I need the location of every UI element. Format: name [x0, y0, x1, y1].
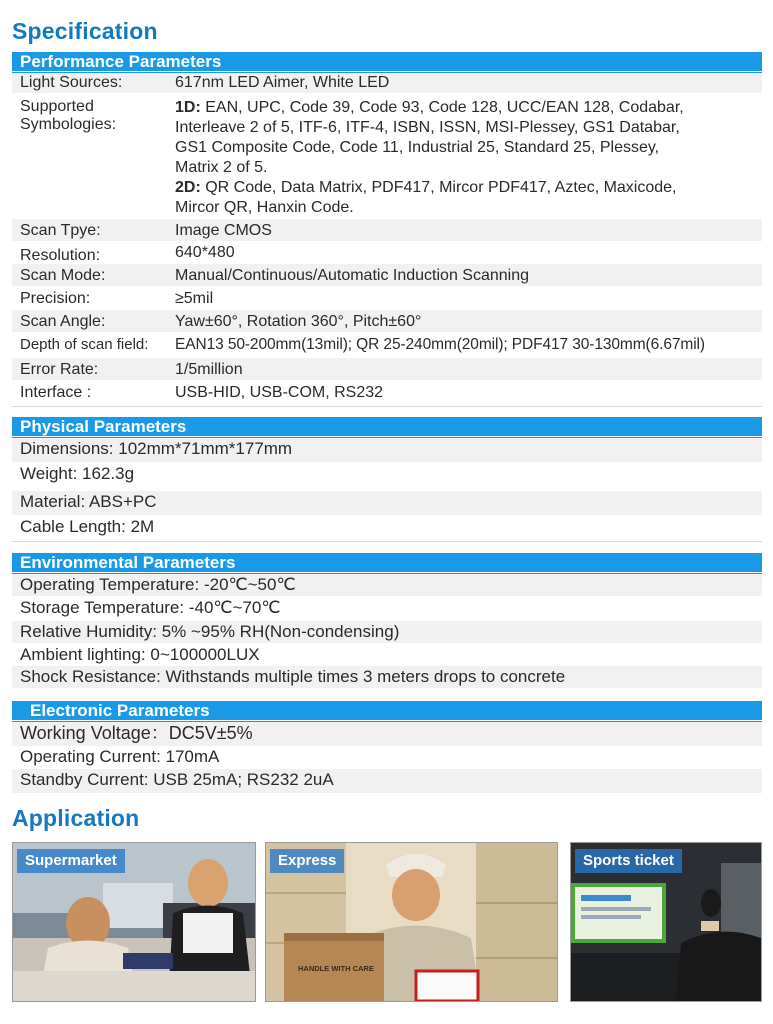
- supermarket-label: Supermarket: [17, 849, 125, 873]
- spec-row-light-sources: [12, 73, 762, 93]
- material-text: Material: ABS+PC: [20, 492, 157, 511]
- spec-row-resolution: [12, 243, 762, 263]
- symb-2d-prefix: 2D:: [175, 179, 201, 196]
- depth-label: Depth of scan field:: [20, 336, 149, 353]
- scan-mode-value: Manual/Continuous/Automatic Induction Scanning: [175, 267, 529, 284]
- electronic-section-header: [12, 701, 762, 720]
- physical-row-dimensions: [12, 438, 762, 462]
- scan-angle-label: Scan Angle:: [20, 313, 106, 330]
- physical-section-header: [12, 417, 762, 436]
- storage-temperature-text: Storage Temperature: -40℃~70℃: [20, 598, 281, 617]
- elec-row-voltage: [12, 722, 762, 746]
- elec-row-operating-current: [12, 746, 762, 768]
- env-row-lighting: [12, 644, 762, 666]
- divider: [12, 541, 762, 542]
- symbologies-value: 1D: EAN, UPC, Code 39, Code 93, Code 128, UCC/EAN 128, Codabar, Interleave 2 of 5, ITF-6, ITF-4, ISBN, ISSN, MSI-Plessey, GS1 Databar, GS1 Composite Code, Code 11, Industrial 25, Standard 25, Plessey, Matrix 2 of 5. 2D: QR Code, Data Matrix, PDF417, Mircor PDF417, Aztec, Maxicode, Mircor QR, Hanxin Code.: [175, 99, 684, 216]
- spec-row-symbologies: [12, 96, 762, 216]
- scan-mode-label: Scan Mode:: [20, 267, 106, 284]
- scan-type-label: Scan Tpye:: [20, 222, 101, 239]
- sports-ticket-photo: [570, 842, 762, 1002]
- light-sources-label: Light Sources:: [20, 74, 123, 91]
- divider: [12, 406, 762, 407]
- spec-row-error-rate: [12, 358, 762, 380]
- humidity-text: Relative Humidity: 5% ~95% RH(Non-condensing): [20, 622, 400, 641]
- scan-angle-value: Yaw±60°, Rotation 360°, Pitch±60°: [175, 313, 422, 330]
- physical-section-title: Physical Parameters: [20, 417, 187, 436]
- working-voltage-text: Working Voltage：DC5V±5%: [20, 723, 253, 743]
- spec-row-interface: [12, 381, 762, 405]
- physical-row-material: [12, 491, 762, 515]
- light-sources-value: 617nm LED Aimer, White LED: [175, 74, 390, 91]
- physical-row-cable: [12, 516, 762, 540]
- resolution-value: 640*480: [175, 244, 235, 261]
- operating-current-text: Operating Current: 170mA: [20, 747, 220, 766]
- spec-row-depth-of-field: [12, 333, 762, 357]
- express-photo: [265, 842, 558, 1002]
- spec-row-scan-mode: [12, 264, 762, 286]
- env-row-shock: [12, 666, 762, 688]
- shock-resistance-text: Shock Resistance: Withstands multiple times 3 meters drops to concrete: [20, 667, 566, 686]
- ambient-lighting-text: Ambient lighting: 0~100000LUX: [20, 645, 260, 664]
- precision-label: Precision:: [20, 290, 91, 307]
- env-row-storage-temp: [12, 597, 762, 619]
- electronic-section-title: Electronic Parameters: [30, 701, 210, 720]
- scan-type-value: Image CMOS: [175, 222, 272, 239]
- elec-row-standby-current: [12, 769, 762, 793]
- interface-label: Interface :: [20, 384, 92, 401]
- weight-text: Weight: 162.3g: [20, 464, 135, 483]
- interface-value: USB-HID, USB-COM, RS232: [175, 384, 384, 401]
- environmental-section-title: Environmental Parameters: [20, 553, 236, 572]
- physical-row-weight: [12, 463, 762, 487]
- express-label: Express: [270, 849, 344, 873]
- depth-value: EAN13 50-200mm(13mil); QR 25-240mm(20mil); PDF417 30-130mm(6.67mil): [175, 336, 705, 353]
- symbologies-label: Supported Symbologies:: [20, 98, 117, 133]
- box-label: HANDLE WITH CARE: [298, 964, 374, 973]
- standby-current-text: Standby Current: USB 25mA; RS232 2uA: [20, 770, 334, 789]
- resolution-label: Resolution:: [20, 247, 101, 264]
- dimensions-text: Dimensions: 102mm*71mm*177mm: [20, 439, 293, 458]
- cable-length-text: Cable Length: 2M: [20, 517, 155, 536]
- performance-section-title: Performance Parameters: [20, 52, 222, 71]
- spec-row-scan-angle: [12, 310, 762, 332]
- env-row-humidity: [12, 621, 762, 643]
- error-rate-value: 1/5million: [175, 361, 243, 378]
- application-title: Application: [12, 805, 140, 831]
- error-rate-label: Error Rate:: [20, 361, 99, 378]
- sports-ticket-label: Sports ticket: [575, 849, 682, 873]
- symb-1d-prefix: 1D:: [175, 99, 201, 116]
- env-row-operating-temp: [12, 574, 762, 596]
- spec-row-precision: [12, 287, 762, 309]
- specification-title: Specification: [12, 18, 158, 44]
- performance-section-header: [12, 52, 762, 71]
- spec-row-scan-type: [12, 219, 762, 241]
- precision-value: ≥5mil: [175, 290, 214, 307]
- environmental-section-header: [12, 553, 762, 572]
- supermarket-photo: [12, 842, 256, 1002]
- operating-temperature-text: Operating Temperature: -20℃~50℃: [20, 575, 296, 594]
